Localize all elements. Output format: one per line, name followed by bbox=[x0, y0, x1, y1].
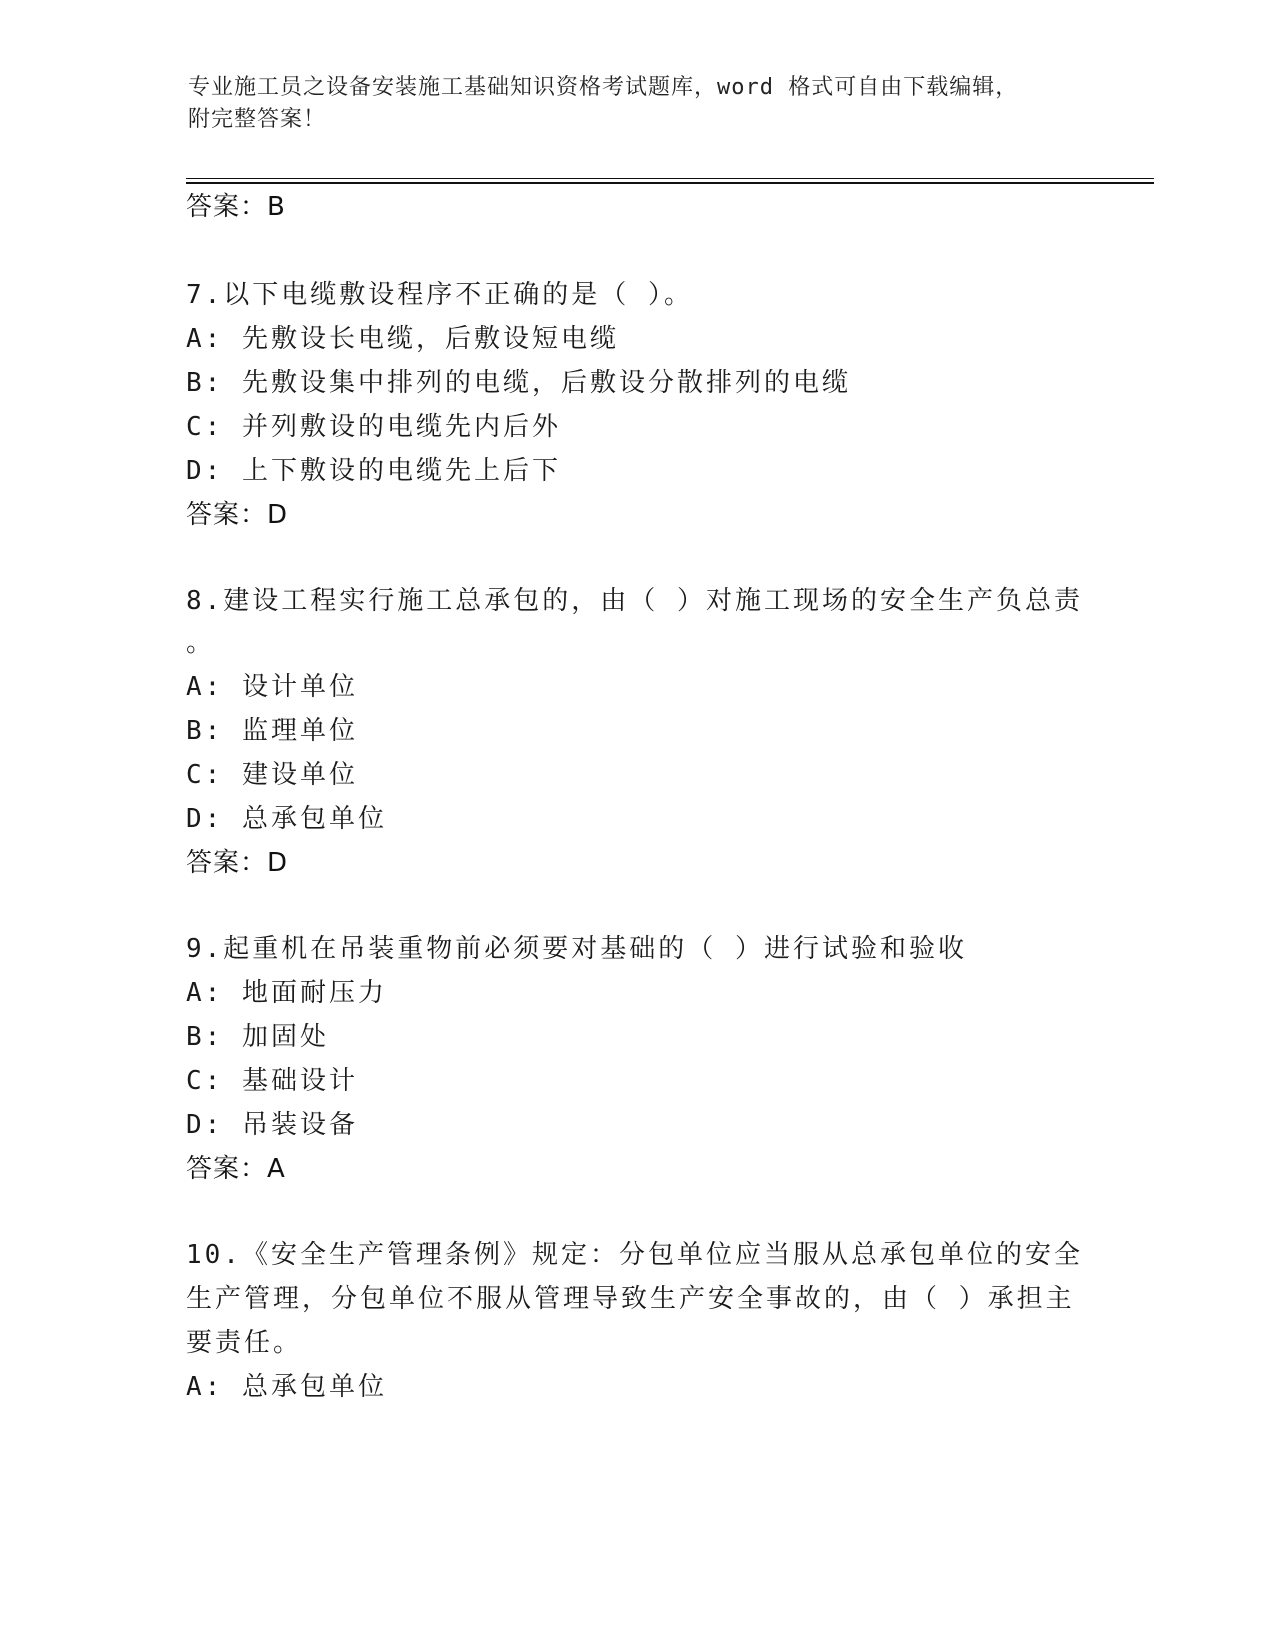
question-7-option-d: D: 上下敷设的电缆先上后下 bbox=[186, 456, 561, 486]
question-8-stem-line-1: 8.建设工程实行施工总承包的，由（ ）对施工现场的安全生产负总责 bbox=[186, 586, 1083, 616]
question-7-option-c: C: 并列敷设的电缆先内后外 bbox=[186, 412, 561, 442]
previous-answer: 答案：B bbox=[186, 192, 286, 222]
question-7-stem: 7.以下电缆敷设程序不正确的是（ ）。 bbox=[186, 280, 693, 310]
question-7-option-b: B: 先敷设集中排列的电缆，后敷设分散排列的电缆 bbox=[186, 368, 851, 398]
header-divider-thin bbox=[186, 178, 1154, 179]
question-9-option-c: C: 基础设计 bbox=[186, 1066, 358, 1096]
question-7-option-a: A: 先敷设长电缆，后敷设短电缆 bbox=[186, 324, 619, 354]
question-8-option-d: D: 总承包单位 bbox=[186, 804, 387, 834]
question-7-answer: 答案：D bbox=[186, 500, 289, 530]
document-header bbox=[188, 72, 1088, 136]
question-10-stem-line-1: 10.《安全生产管理条例》规定：分包单位应当服从总承包单位的安全 bbox=[186, 1240, 1083, 1270]
question-8-option-b: B: 监理单位 bbox=[186, 716, 358, 746]
question-8-answer: 答案：D bbox=[186, 848, 289, 878]
question-9-stem: 9.起重机在吊装重物前必须要对基础的（ ）进行试验和验收 bbox=[186, 934, 967, 964]
question-10-stem-line-2: 生产管理，分包单位不服从管理导致生产安全事故的，由（ ）承担主 bbox=[186, 1284, 1075, 1314]
question-8-stem-line-2: 。 bbox=[186, 628, 216, 658]
question-9-option-d: D: 吊装设备 bbox=[186, 1110, 358, 1140]
question-10-option-a: A: 总承包单位 bbox=[186, 1372, 387, 1402]
question-9-option-b: B: 加固处 bbox=[186, 1022, 329, 1052]
question-9-answer: 答案：A bbox=[186, 1154, 286, 1184]
question-8-option-a: A: 设计单位 bbox=[186, 672, 358, 702]
header-line-1: 专业施工员之设备安装施工基础知识资格考试题库，word 格式可自由下载编辑， bbox=[188, 75, 1019, 100]
question-8-option-c: C: 建设单位 bbox=[186, 760, 358, 790]
header-line-2: 附完整答案！ bbox=[188, 107, 327, 132]
question-10-stem-line-3: 要责任。 bbox=[186, 1328, 303, 1358]
header-divider-thick bbox=[186, 182, 1154, 184]
question-9-option-a: A: 地面耐压力 bbox=[186, 978, 387, 1008]
